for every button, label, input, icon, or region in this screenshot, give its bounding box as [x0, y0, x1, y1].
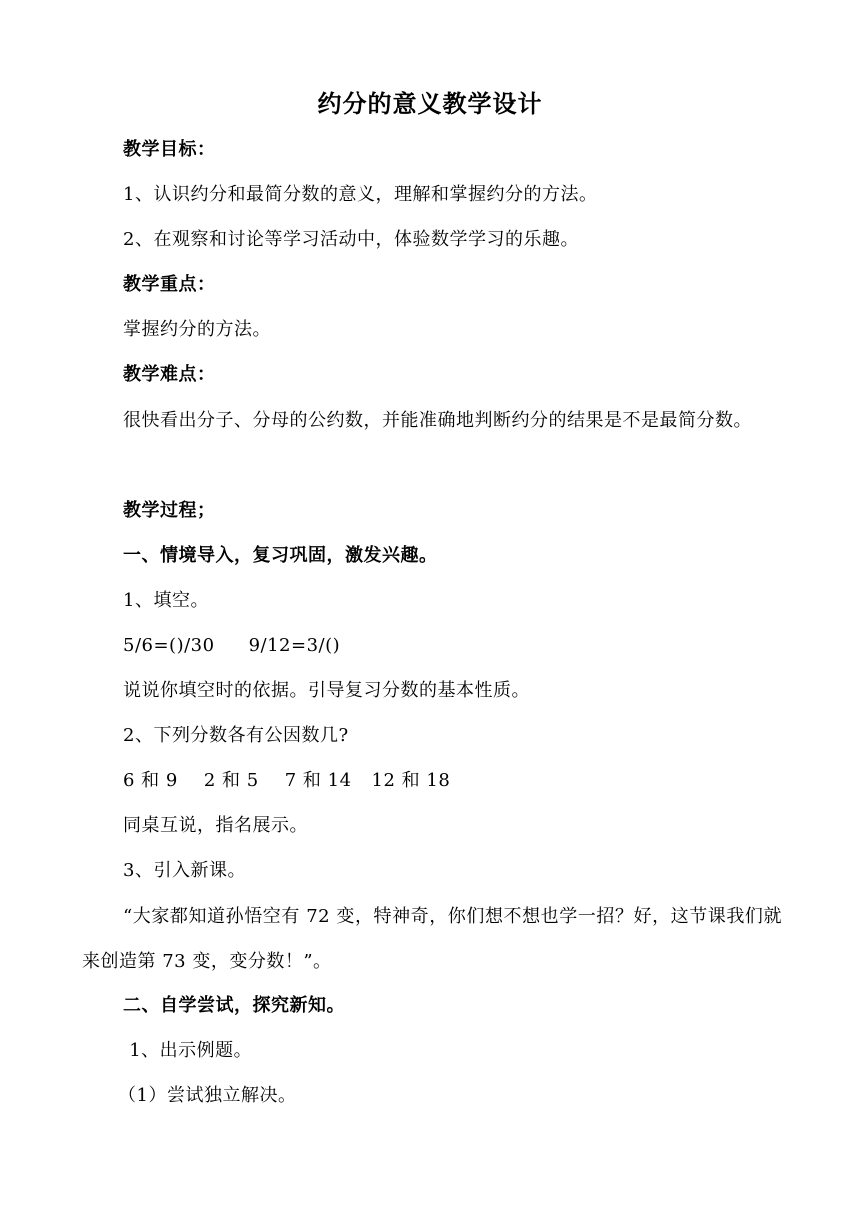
equation-a: 5/6=()/30 [123, 635, 215, 656]
intro-quote-paragraph: “大家都知道孙悟空有 72 变，特神奇，你们想不想也学一招？好，这节课我们就来创造第 73 变，变分数！”。 [82, 906, 782, 972]
objective-item-1: 1、认识约分和最简分数的意义，理解和掌握约分的方法。 [123, 184, 598, 205]
fill-in-equations [123, 633, 340, 659]
number-pairs [123, 768, 450, 794]
part1-item-fill-in: 1、填空。 [123, 590, 209, 611]
document-title: 约分的意义教学设计 [317, 89, 543, 118]
part1-item1-note: 说说你填空时的依据。引导复习分数的基本性质。 [123, 680, 530, 701]
part1-item2-note: 同桌互说，指名展示。 [123, 815, 308, 836]
difficulties-heading: 教学难点： [123, 364, 216, 385]
part1-item-new-lesson: 3、引入新课。 [123, 860, 246, 881]
difficulty-paragraph: 很快看出分子、分母的公约数，并能准确地判断约分的结果是不是最简分数。 [123, 410, 752, 431]
number-pair: 6 和 9 [123, 770, 178, 791]
number-pair: 2 和 5 [203, 770, 259, 791]
part2-item-subitem: （1）尝试独立解决。 [118, 1085, 297, 1106]
number-pair: 12 和 18 [371, 770, 451, 791]
part2-heading: 二、自学尝试，探究新知。 [123, 995, 345, 1016]
objective-item-2: 2、在观察和讨论等学习活动中，体验数学学习的乐趣。 [123, 229, 579, 250]
number-pair: 7 和 14 [284, 770, 352, 791]
part1-heading: 一、情境导入，复习巩固，激发兴趣。 [123, 545, 438, 566]
equation-b: 9/12=3/() [248, 635, 341, 656]
key-points-heading: 教学重点： [123, 274, 216, 295]
key-point-text: 掌握约分的方法。 [123, 319, 271, 340]
process-heading: 教学过程； [123, 500, 216, 521]
objectives-heading: 教学目标： [123, 139, 216, 160]
part1-item-common-factors: 2、下列分数各有公因数几? [123, 725, 349, 746]
part2-item-example: 1、出示例题。 [123, 1040, 253, 1061]
